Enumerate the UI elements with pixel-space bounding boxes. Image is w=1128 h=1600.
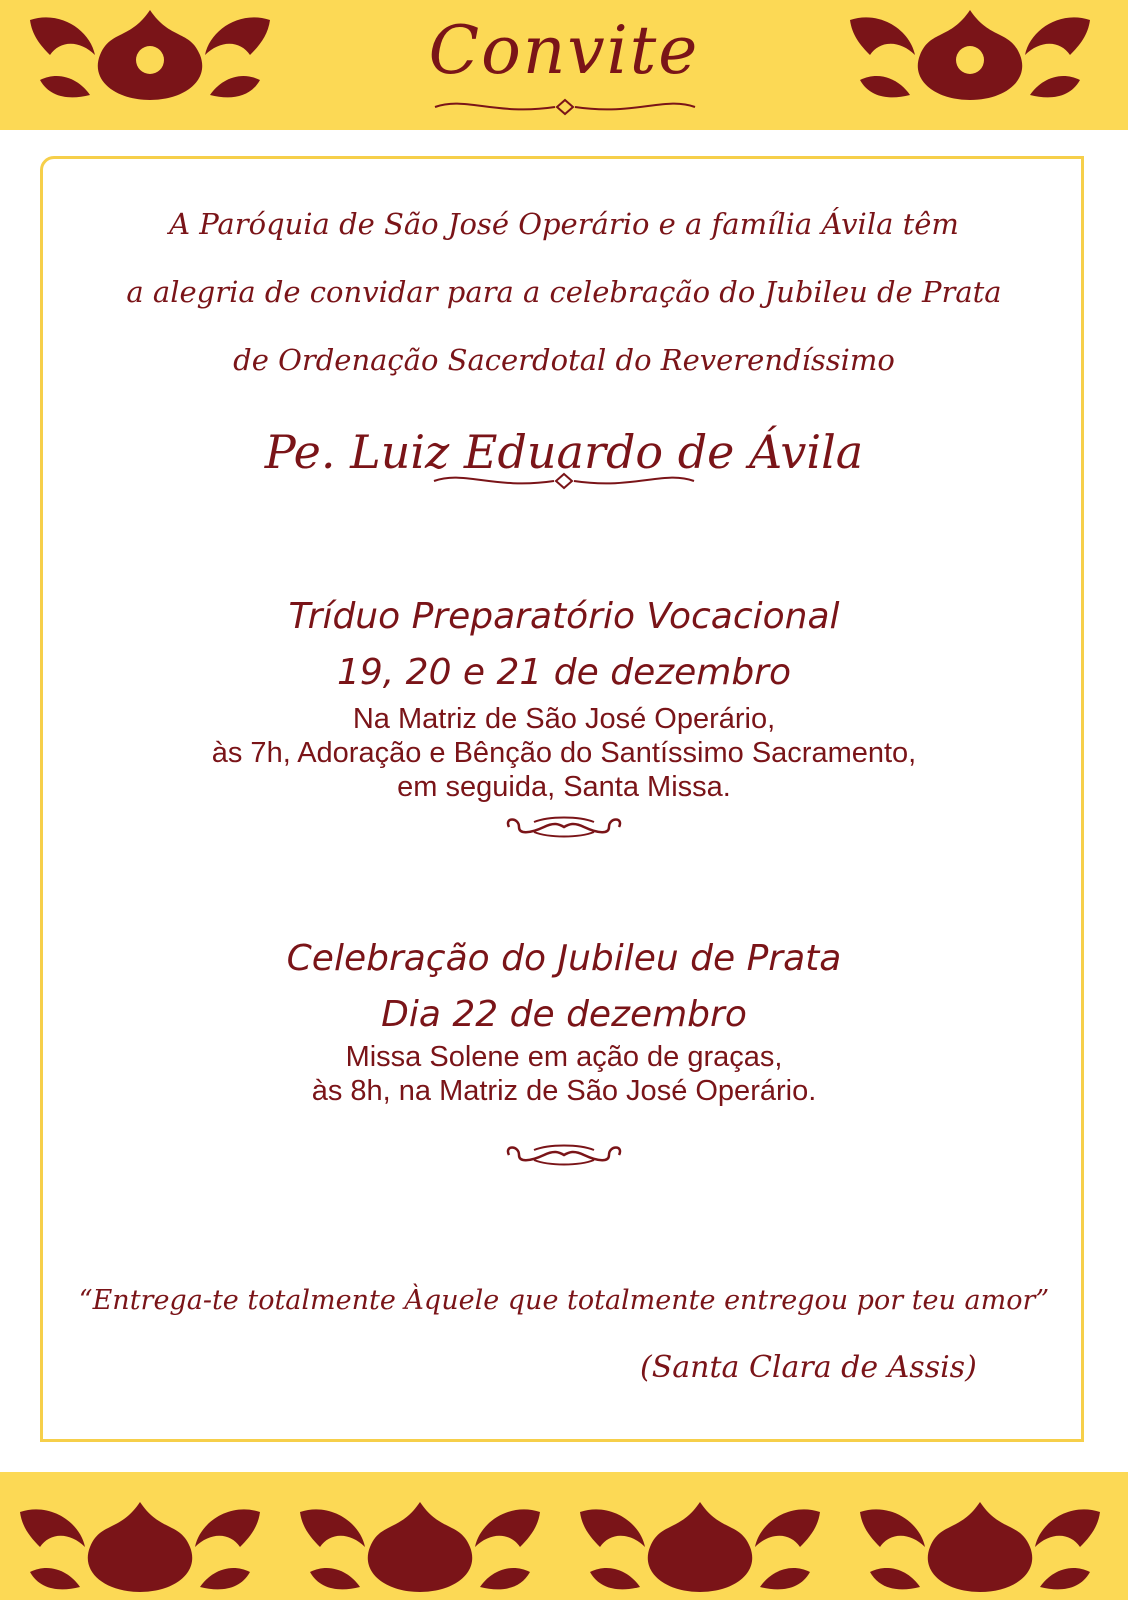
event-divider — [0, 812, 1128, 846]
honoree-name: Pe. Luiz Eduardo de Ávila — [264, 425, 864, 479]
event-title: Celebração do Jubileu de Prata — [286, 938, 842, 979]
event-detail-line: Missa Solene em ação de graças, — [345, 1041, 783, 1073]
intro-text — [60, 190, 1068, 394]
event-date: 19, 20 e 21 de dezembro — [336, 652, 792, 693]
flourish-divider-icon — [494, 1140, 634, 1170]
page-title: Convite — [428, 12, 700, 89]
flourish-divider-icon — [425, 96, 705, 118]
event-details — [0, 1040, 1128, 1108]
event-divider — [0, 1140, 1128, 1174]
intro-line: a alegria de convidar para a celebração do Jubileu de Prata — [126, 275, 1002, 309]
event-date: Dia 22 de dezembro — [381, 994, 747, 1035]
header-band — [0, 0, 1128, 130]
flourish-divider-icon — [494, 812, 634, 842]
quote-attribution: (Santa Clara de Assis) — [640, 1350, 977, 1385]
event-detail-line: às 7h, Adoração e Bênção do Santíssimo Sacramento, — [211, 737, 917, 769]
quote-text: “Entrega-te totalmente Àquele que totalmente entregou por teu amor” — [78, 1285, 1050, 1316]
footer-band — [0, 1472, 1128, 1600]
intro-line: A Paróquia de São José Operário e a família Ávila têm — [169, 207, 959, 241]
damask-ornament-icon — [0, 1482, 1128, 1600]
intro-line: de Ordenação Sacerdotal do Reverendíssimo — [233, 343, 895, 377]
event-detail-line: Na Matriz de São José Operário, — [352, 703, 776, 735]
event-details — [0, 702, 1128, 804]
name-divider — [0, 470, 1128, 496]
event-title: Tríduo Preparatório Vocacional — [288, 596, 840, 637]
event-detail-line: em seguida, Santa Missa. — [397, 771, 731, 803]
flourish-divider-icon — [424, 470, 704, 492]
event-detail-line: às 8h, na Matriz de São José Operário. — [311, 1075, 817, 1107]
